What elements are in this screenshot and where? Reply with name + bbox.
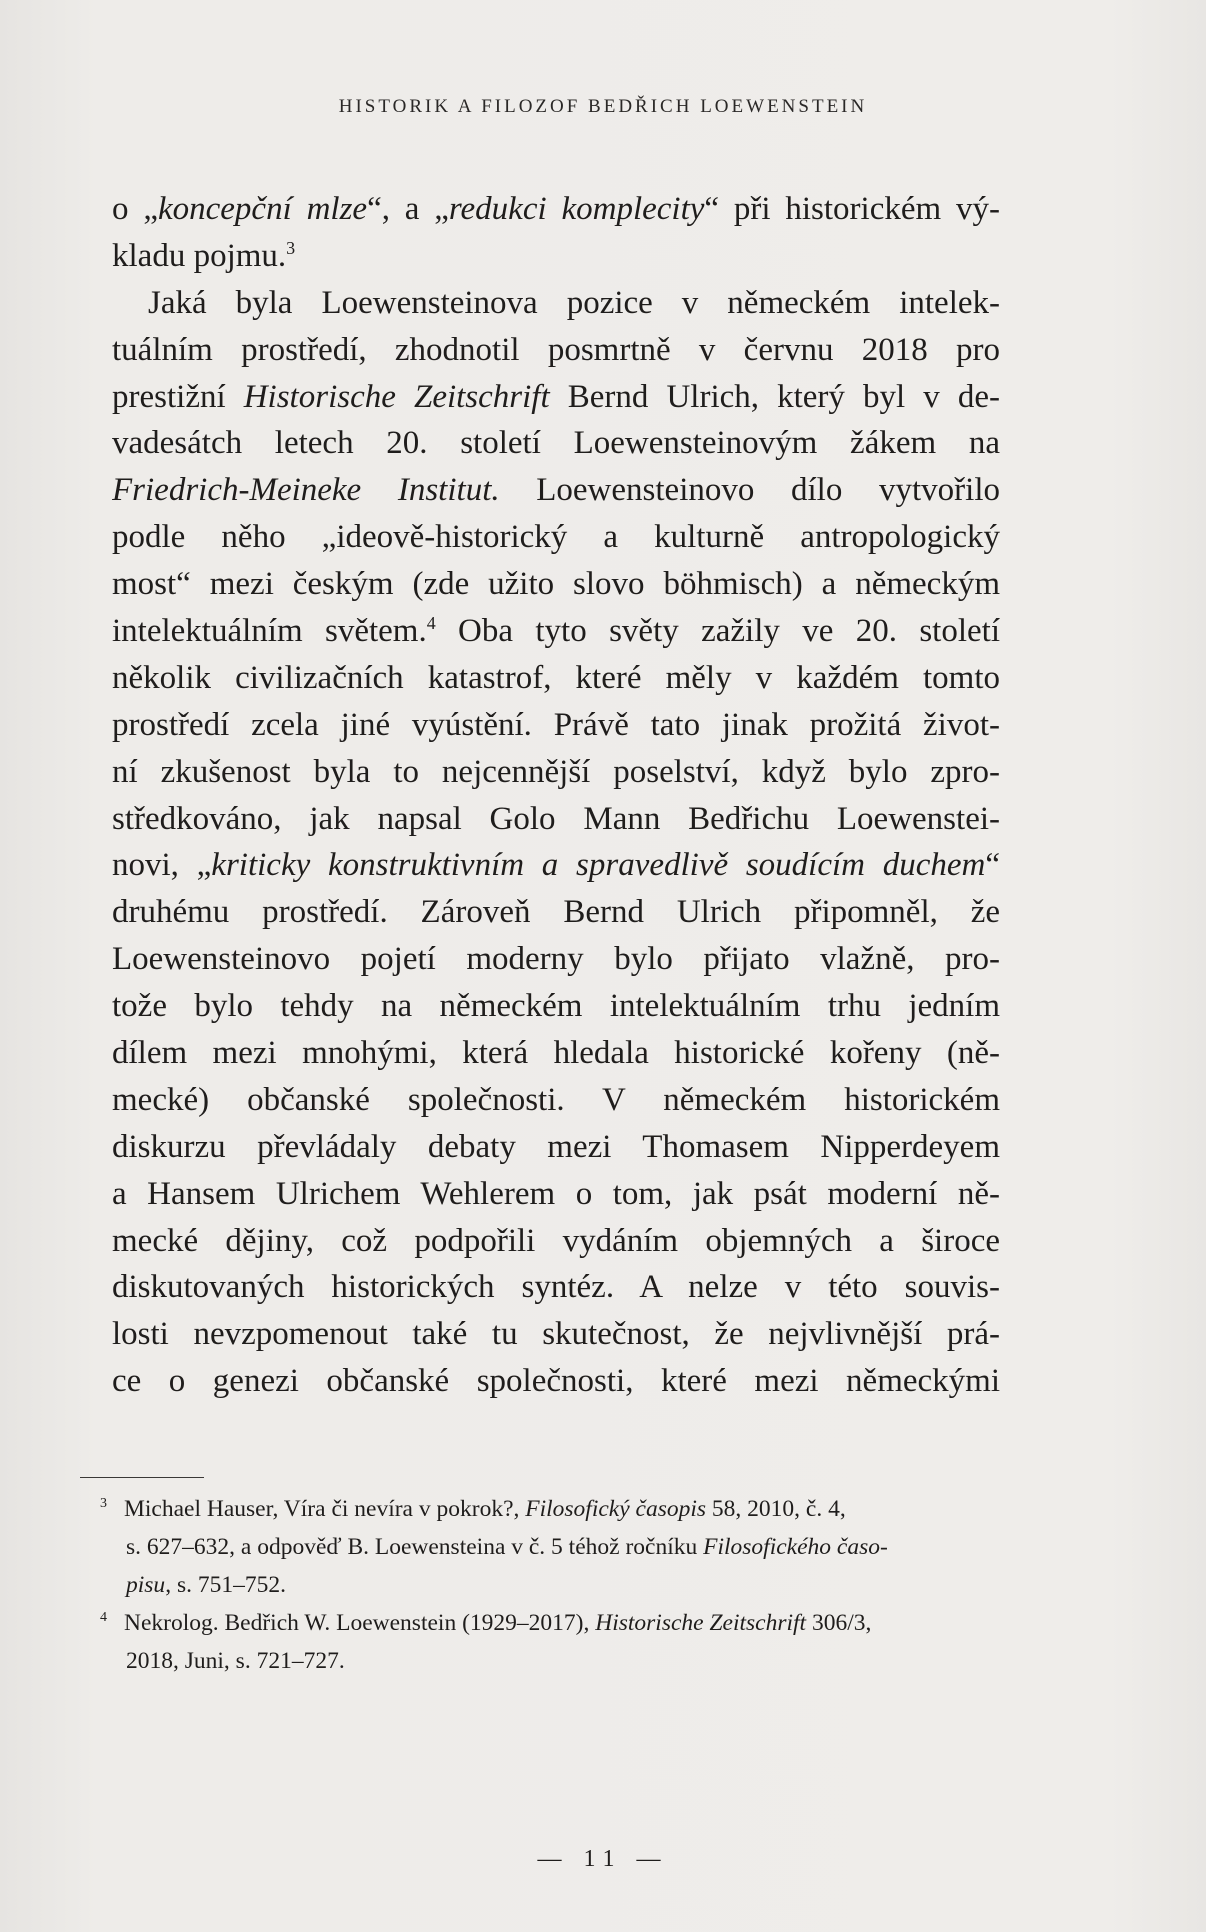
text-line [112, 561, 1000, 608]
text-line [112, 374, 1000, 421]
text-run: středkováno, jak napsal Golo Mann Bedřichu Loewenstei- [112, 800, 1000, 837]
running-head: HISTORIK A FILOZOF BEDŘICH LOEWENSTEIN [338, 96, 868, 117]
text-run: kladu pojmu. [112, 237, 287, 274]
text-run: diskutovaných historických syntéz. A nelze v této souvis- [112, 1269, 1000, 1306]
text-run: most“ mezi českým (zde užito slovo böhmisch) a německým [112, 566, 1000, 603]
text-run: Bernd Ulrich, který byl v de- [549, 378, 1000, 415]
italic-run: Filosofický časopis [525, 1496, 707, 1522]
footnote-rule [80, 1477, 204, 1478]
page-number: — 11 — [537, 1846, 669, 1872]
text-line [112, 1218, 1000, 1265]
text-run: ce o genezi občanské společnosti, které mezi německými [112, 1363, 1000, 1400]
text-line [112, 420, 1000, 467]
italic-run: kriticky konstruktivním a spravedlivě soudícím duchem [211, 847, 986, 884]
text-run: mecké dějiny, což podpořili vydáním objemných a široce [112, 1222, 1000, 1259]
text-run: Michael Hauser, Víra či nevíra v pokrok?, [124, 1496, 526, 1522]
footnote-line [100, 1528, 1000, 1566]
text-run: novi, „ [112, 847, 212, 884]
text-run: losti nevzpomenout také tu skutečnost, že nejvlivnější prá- [112, 1316, 1000, 1353]
text-line [112, 327, 1000, 374]
footnotes [100, 1490, 1000, 1680]
text-line [112, 1030, 1000, 1077]
text-run: a Hansem Ulrichem Wehlerem o tom, jak psát moderní ně- [112, 1175, 1000, 1212]
footnote-line [100, 1566, 1000, 1604]
text-line [112, 842, 1000, 889]
text-run: tuálním prostředí, zhodnotil posmrtně v červnu 2018 pro [112, 331, 1000, 368]
text-run: intelektuálním světem. [112, 613, 427, 650]
text-run: “, a „ [367, 191, 449, 227]
text-run: podle něho „ideově-historický a kulturně antropologický [112, 519, 1000, 556]
text-line [112, 514, 1000, 561]
text-line [112, 1171, 1000, 1218]
italic-run: Historische Zeitschrift [243, 378, 550, 415]
footnote-reference: 3 [286, 237, 296, 258]
text-run: tože bylo tehdy na německém intelektuálním trhu jedním [112, 988, 1000, 1025]
footnote-line: 4 Nekrolog. Bedřich W. Loewenstein (1929–2017), Historische Zeitschrift 306/3, [100, 1610, 872, 1636]
text-line [112, 280, 1000, 327]
text-run: Jaká byla Loewensteinova pozice v německém intelek- [148, 284, 1000, 321]
text-line [112, 796, 1000, 843]
text-line [112, 936, 1000, 983]
text-run: “ [985, 847, 1000, 884]
text-run: 58, 2010, č. 4, [706, 1496, 846, 1522]
text-run: prostředí zcela jiné vyústění. Právě tato jinak prožitá život- [112, 706, 1000, 743]
text-run: prestižní [112, 378, 244, 415]
text-run: Loewensteinovo pojetí moderny bylo přijato vlažně, pro- [112, 941, 1000, 978]
italic-run: Filosofického časo- [703, 1534, 888, 1560]
text-line [112, 889, 1000, 936]
text-line [112, 1124, 1000, 1171]
text-run: dílem mezi mnohými, která hledala historické kořeny (ně- [112, 1035, 1000, 1072]
text-run: Nekrolog. Bedřich W. Loewenstein (1929–2017), [124, 1610, 596, 1636]
body-text [112, 186, 1000, 1405]
text-run: Loewensteinovo dílo vytvořilo [499, 472, 1000, 509]
text-run: mecké) občanské společnosti. V německém historickém [112, 1081, 1000, 1118]
text-run: diskurzu převládaly debaty mezi Thomasem Nipperdeyem [112, 1128, 1000, 1165]
text-line [112, 186, 1000, 233]
text-run: několik civilizačních katastrof, které měly v každém tomto [112, 659, 1000, 696]
italic-run: Historische Zeitschrift [595, 1610, 807, 1636]
italic-run: koncepční mlze [157, 191, 368, 227]
text-run: “ při historickém vý- [704, 191, 1000, 227]
italic-run: pisu [126, 1572, 166, 1598]
text-run: druhému prostředí. Zároveň Bernd Ulrich připomněl, že [112, 894, 1000, 931]
text-run: , s. 751–752. [165, 1572, 286, 1598]
text-line [112, 983, 1000, 1030]
text-run: 306/3, [806, 1610, 872, 1636]
footnote-line [100, 1642, 1000, 1680]
text-line [112, 1358, 1000, 1405]
text-run: o „ [112, 191, 158, 227]
text-line [112, 1264, 1000, 1311]
text-line [112, 233, 1000, 280]
footnote-reference: 4 [426, 613, 436, 634]
text-line [112, 467, 1000, 514]
text-line [112, 1311, 1000, 1358]
text-run: s. 627–632, a odpověď B. Loewensteina v č. 5 téhož ročníku [126, 1534, 704, 1560]
text-line [112, 608, 1000, 655]
text-run: Oba tyto světy zažily ve 20. století [435, 613, 1000, 650]
footnote-line: 3 Michael Hauser, Víra či nevíra v pokrok?, Filosofický časopis 58, 2010, č. 4, [100, 1496, 846, 1522]
text-line [112, 749, 1000, 796]
text-line [112, 702, 1000, 749]
text-line [112, 655, 1000, 702]
italic-run: Friedrich-Meineke Institut. [112, 472, 500, 509]
text-line [112, 1077, 1000, 1124]
italic-run: redukci komplecity [448, 191, 705, 227]
text-run: vadesátch letech 20. století Loewensteinovým žákem na [112, 425, 1000, 462]
text-run: ní zkušenost byla to nejcennější poselství, když bylo zpro- [112, 753, 1000, 790]
text-run: 2018, Juni, s. 721–727. [126, 1648, 345, 1674]
